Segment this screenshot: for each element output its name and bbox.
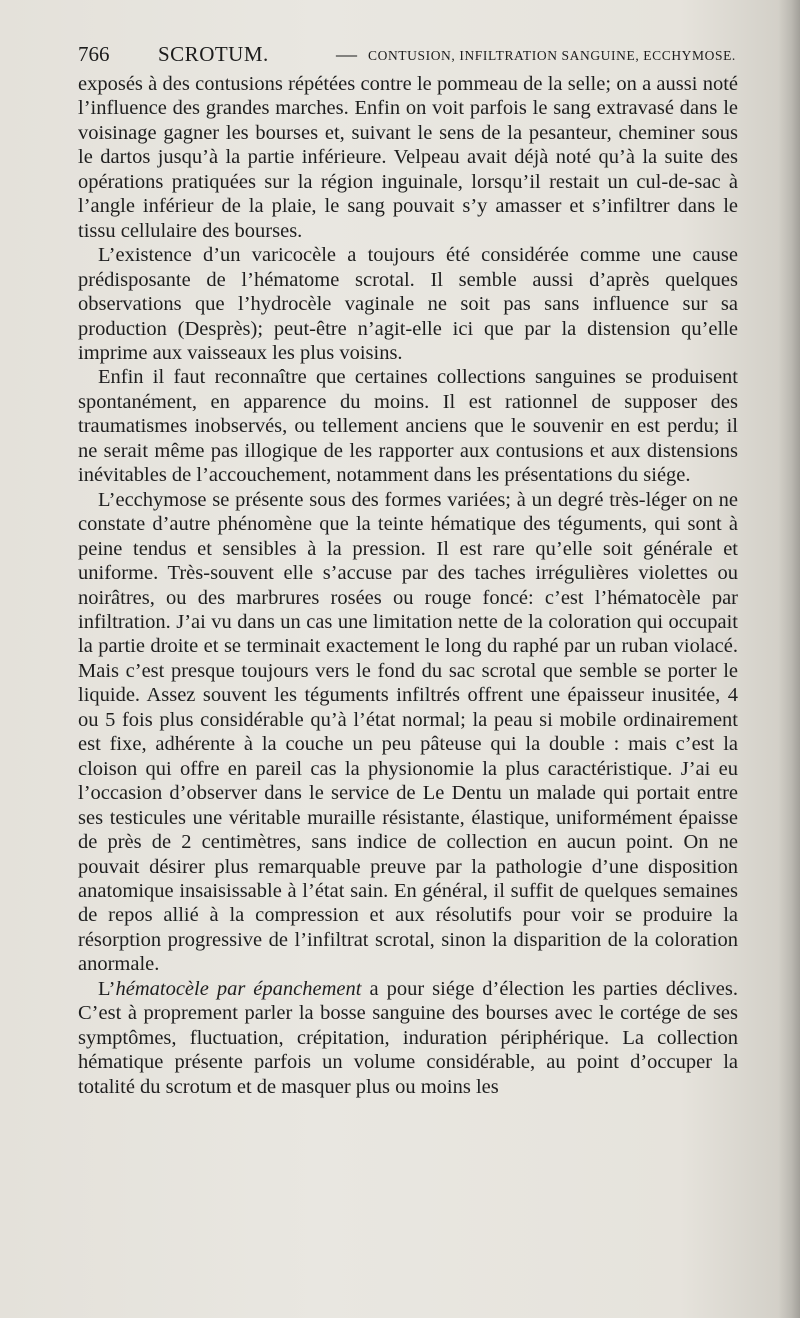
paragraph-ecchymose: L’ecchymose se présente sous des formes variées; à un degré très-léger on ne constate d’autre phénomène que la teinte hématique des téguments, qui sont à peine tendus et sensibles à la pression. Il est rare qu’elle soit générale et uniforme. Très-souvent elle s’accuse par des taches irrégulières violettes ou noirâtres, ou des marbrures rosées ou rouge foncé: c’est l’hématocèle par infiltration. J’ai vu dans un cas une limitation nette de la coloration qui occupait la partie droite et se terminait exactement le long du raphé par un ruban violacé. Mais c’est presque toujours vers le fond du sac scrotal que semble se porter le liquide. Assez souvent les téguments infiltrés offrent une épaisseur inusitée, 4 ou 5 fois plus considérable qu’à l’état normal; la peau si mobile ordinairement est fixe, adhérente à la couche un peu pâteuse qui la double : mais c’est la cloison qui offre en pareil cas la physionomie la plus caractéristique. J’ai eu l’occasion d’observer dans le service de Le Dentu un malade qui portait entre ses testicules une véritable muraille résistante, élastique, uniformément épaisse de près de 2 centimètres, sans indice de collection en aucun point. On ne pouvait désirer plus remarquable preuve par la pathologie d’une disposition anatomique insaisissable à l’état sain. En général, il suffit de quelques semaines de repos allié à la compression et aux résolutifs pour voir se produire la résorption progressive de l’infiltrat scrotal, sinon la disparition de la coloration anormale. bbox=[78, 488, 738, 976]
paragraph-varicocele: L’existence d’un varicocèle a toujours été considérée comme une cause prédisposante de l’hématome scrotal. Il semble aussi d’après quelques observations que l’hydrocèle vaginale ne soit pas sans influence sur sa production (Desprès); peut-être n’agit-elle ici que par la distension qu’elle imprime aux vaisseaux les plus voisins. bbox=[78, 244, 738, 364]
paragraph-spontaneous: Enfin il faut reconnaître que certaines collections sanguines se produisent spontanément, en apparence du moins. Il est rationnel de supposer des traumatismes inobservés, ou tellement anciens que le souvenir en est perdu; il ne serait même pas illogique de les rapporter aux contusions et aux distensions inévitables de l’accouchement, notamment dans les présentations du siége. bbox=[78, 366, 738, 487]
page-edge-shadow bbox=[778, 0, 800, 1318]
header-subtitle: CONTUSION, INFILTRATION SANGUINE, ECCHYMOSE. bbox=[368, 48, 736, 63]
hematocele-prefix: L’ bbox=[98, 977, 116, 1000]
hematocele-text: a pour siége d’élection les parties déclives. C’est à proprement parler la bosse sanguine des bourses avec le cortége de ses symptômes, fluctuation, crépitation, induration périphérique. La collection hématique présente parfois un volume considérable, au point d’occuper la totalité du scrotum et de masquer plus ou moins les bbox=[78, 977, 739, 1098]
paragraph-hematocele bbox=[78, 977, 738, 1099]
running-header bbox=[78, 40, 738, 70]
body-text bbox=[78, 72, 738, 1099]
header-dash: — bbox=[336, 42, 357, 66]
page-number: 766 bbox=[78, 42, 110, 66]
section-title: SCROTUM. bbox=[158, 42, 269, 66]
hematocele-emphasis: hématocèle par épanchement bbox=[115, 977, 362, 1000]
paragraph-continuation: exposés à des contusions répétées contre le pommeau de la selle; on a aussi noté l’influence des grandes marches. Enfin on voit parfois le sang extravasé dans le voisinage gagner les bourses et, suivant le sens de la pesanteur, cheminer sous le dartos jusqu’à la partie inférieure. Velpeau avait déjà noté qu’à la suite des opérations pratiquées sur la région inguinale, lorsqu’il restait un cul-de-sac à l’angle inférieur de la plaie, le sang pouvait s’y amasser et s’infiltrer dans le tissu cellulaire des bourses. bbox=[78, 73, 738, 242]
